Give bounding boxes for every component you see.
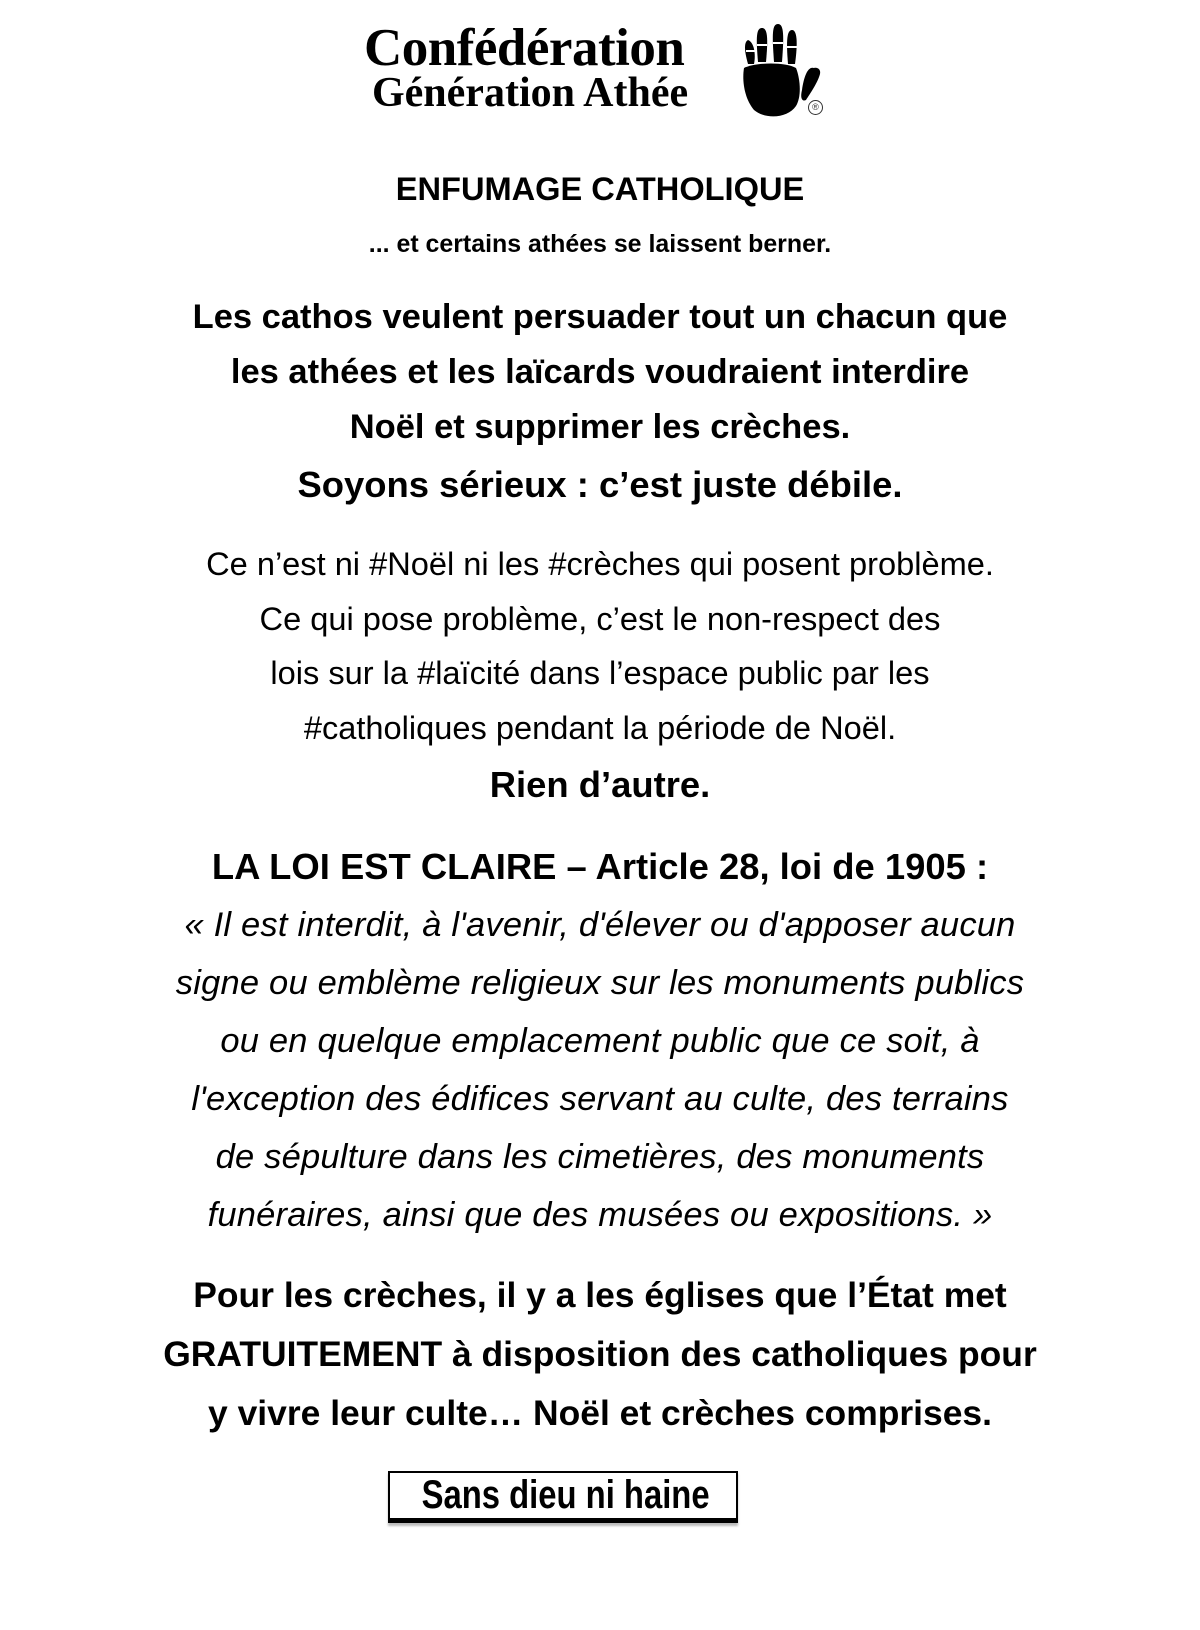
logo-line-1: Confédération — [364, 19, 685, 77]
slogan-badge-label: Sans dieu ni haine — [421, 1473, 710, 1517]
intro-line: Noël et supprimer les crèches. — [349, 408, 851, 446]
slogan-badge — [388, 1471, 738, 1523]
law-quote-line: signe ou emblème religieux sur les monuments publics — [175, 964, 1025, 1002]
law-quote-line: de sépulture dans les cimetières, des monuments — [215, 1138, 985, 1176]
law-quote-line: « Il est interdit, à l'avenir, d'élever ou d'apposer aucun — [184, 906, 1016, 944]
page-subtitle: ... et certains athées se laissent berner. — [368, 230, 832, 258]
logo-line-2: Génération Athée — [372, 70, 689, 116]
intro-line: Les cathos veulent persuader tout un chacun que — [192, 298, 1008, 336]
closing-line: GRATUITEMENT à disposition des catholiques pour — [163, 1334, 1037, 1374]
registered-trademark-icon: ® — [808, 100, 823, 115]
law-heading: LA LOI EST CLAIRE – Article 28, loi de 1905 : — [211, 846, 989, 887]
argument-emphasis: Rien d’autre. — [489, 764, 711, 805]
argument-line: Ce qui pose problème, c’est le non-respect des — [259, 601, 941, 637]
law-quote-line: l'exception des édifices servant au culte, des terrains — [191, 1080, 1009, 1118]
argument-line: #catholiques pendant la période de Noël. — [303, 710, 897, 746]
closing-line: y vivre leur culte… Noël et crèches comprises. — [208, 1393, 992, 1433]
intro-line: les athées et les laïcards voudraient interdire — [230, 353, 970, 391]
law-quote-line: ou en quelque emplacement public que ce soit, à — [220, 1022, 980, 1060]
page-title: ENFUMAGE CATHOLIQUE — [395, 171, 805, 207]
organization-logo — [360, 18, 840, 118]
argument-line: lois sur la #laïcité dans l’espace public par les — [270, 655, 930, 691]
closing-line: Pour les crèches, il y a les églises que l’État met — [193, 1275, 1007, 1315]
argument-line: Ce n’est ni #Noël ni les #crèches qui posent problème. — [206, 546, 994, 582]
intro-emphasis: Soyons sérieux : c’est juste débile. — [297, 464, 903, 505]
law-quote-line: funéraires, ainsi que des musées ou expositions. » — [207, 1196, 993, 1234]
